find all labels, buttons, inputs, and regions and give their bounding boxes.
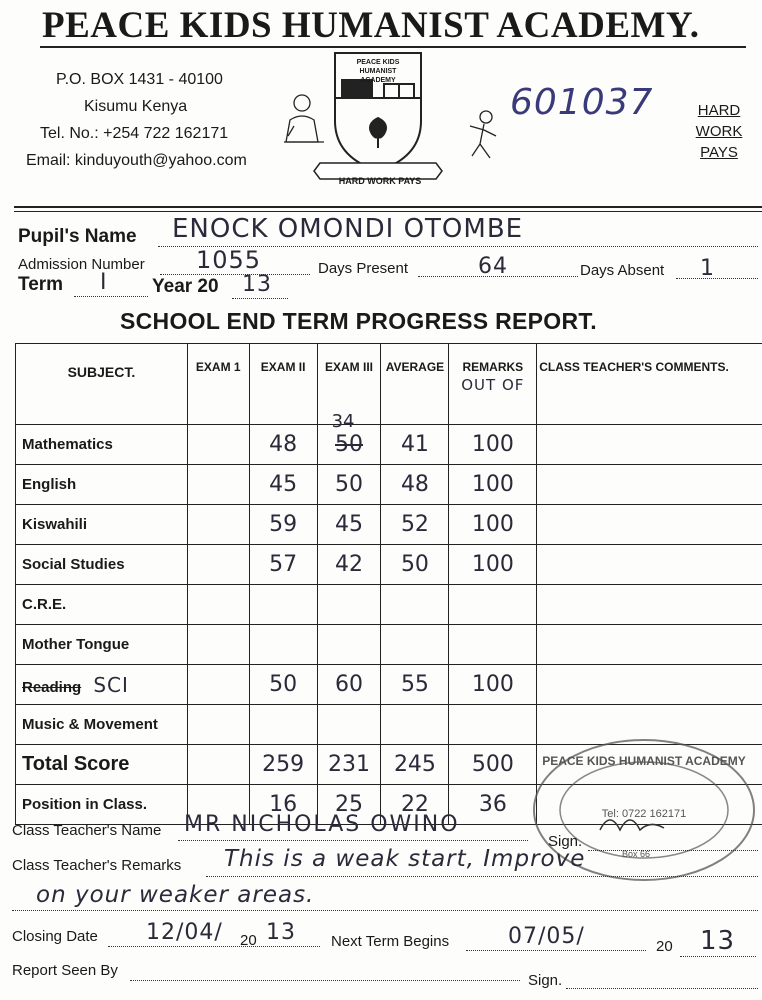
table-row — [16, 505, 762, 545]
telephone: Tel. No.: +254 722 162171 — [40, 125, 229, 142]
remarks-cell: 500 — [449, 745, 537, 785]
exam2-cell: 45 — [249, 465, 317, 505]
table-row — [16, 425, 762, 465]
comments-cell — [537, 585, 762, 625]
stamp-tel: Tel: 0722 162171 — [601, 808, 687, 820]
subject-cell: Kiswahili — [16, 505, 188, 545]
subject-struck: Reading — [22, 678, 82, 696]
exam2-cell: 50 — [249, 665, 317, 705]
days-present-label: Days Present — [318, 260, 409, 277]
comments-cell — [537, 465, 762, 505]
average-cell: 22 — [381, 785, 449, 825]
section-rule-thin — [14, 211, 762, 212]
remarks-cell — [449, 585, 537, 625]
closing-date-line — [108, 946, 320, 947]
remarks-cell: 100 — [449, 505, 537, 545]
header-average: AVERAGE — [381, 344, 449, 425]
exam1-cell — [187, 665, 249, 705]
exam2-cell — [249, 585, 317, 625]
comments-cell — [537, 425, 762, 465]
closing-year-prefix: 20 — [240, 932, 257, 949]
comments-cell — [537, 545, 762, 585]
section-rule — [14, 206, 762, 208]
teacher-name-label: Class Teacher's Name — [12, 822, 162, 839]
exam2-cell: 59 — [249, 505, 317, 545]
exam3-cell: 45 — [317, 505, 381, 545]
comments-cell — [537, 665, 762, 705]
sign-line — [588, 850, 758, 851]
term-value: I — [100, 270, 108, 295]
report-seen-line — [130, 980, 520, 981]
teacher-remarks-value-1: This is a weak start, Improve — [224, 846, 586, 872]
year-value: 13 — [242, 272, 272, 297]
exam2-cell: 57 — [249, 545, 317, 585]
report-seen-label: Report Seen By — [12, 962, 118, 979]
next-term-year-value: 13 — [700, 926, 736, 956]
stamp-text: PEACE KIDS HUMANIST ACADEMY — [542, 754, 746, 768]
signature-mark — [600, 820, 664, 830]
exam1-cell — [187, 745, 249, 785]
year-label: Year 20 — [152, 276, 219, 297]
sign2-label: Sign. — [528, 972, 563, 989]
sign-label: Sign. — [548, 833, 583, 850]
teacher-remarks-line-2 — [12, 910, 758, 911]
closing-year-value: 13 — [266, 920, 296, 945]
exam3-cell: 50 — [317, 465, 381, 505]
admission-number-value: 1055 — [196, 246, 262, 274]
report-title: SCHOOL END TERM PROGRESS REPORT. — [120, 308, 597, 334]
exam1-cell — [187, 625, 249, 665]
average-cell: 52 — [381, 505, 449, 545]
exam1-cell — [187, 465, 249, 505]
average-cell: 50 — [381, 545, 449, 585]
girl-reading-icon — [284, 95, 324, 142]
header-exam3: EXAM III — [317, 344, 381, 425]
subject-handwritten: SCI — [93, 672, 129, 697]
motto: HARD WORK PAYS — [695, 102, 743, 161]
school-name: PEACE KIDS HUMANIST ACADEMY. — [42, 5, 700, 46]
handwritten-reference-number: 601037 — [510, 82, 654, 123]
logo-text: PEACE KIDS HUMANIST ACADEMY — [356, 59, 400, 84]
subject-cell: Position in Class. — [16, 785, 188, 825]
subject-cell: Social Studies — [16, 545, 188, 585]
subject-cell — [16, 665, 188, 705]
next-term-year-prefix: 20 — [656, 938, 673, 955]
address-po-box: P.O. BOX 1431 - 40100 — [56, 71, 223, 88]
address-city: Kisumu Kenya — [84, 98, 188, 115]
remarks-cell: 100 — [449, 545, 537, 585]
closing-date-label: Closing Date — [12, 928, 98, 945]
exam3-cell: 25 — [317, 785, 381, 825]
remarks-cell: 100 — [449, 425, 537, 465]
table-row — [16, 545, 762, 585]
comments-cell — [537, 505, 762, 545]
subject-cell: Total Score — [16, 745, 188, 785]
teacher-name-line — [178, 840, 528, 841]
remarks-cell — [449, 625, 537, 665]
table-row — [16, 665, 762, 705]
days-present-value: 64 — [478, 254, 508, 279]
average-cell: 55 — [381, 665, 449, 705]
next-term-line — [466, 950, 646, 951]
header-remarks — [449, 344, 537, 425]
pupil-name-value: ENOCK OMONDI OTOMBE — [172, 214, 524, 244]
subject-cell: C.R.E. — [16, 585, 188, 625]
exam3-cell: 60 — [317, 665, 381, 705]
subject-cell: Mother Tongue — [16, 625, 188, 665]
exam3-cell — [317, 585, 381, 625]
logo-banner-text: HARD WORK PAYS — [338, 176, 422, 186]
exam3-cell — [317, 705, 381, 745]
next-term-label: Next Term Begins — [331, 933, 450, 950]
teacher-remarks-label: Class Teacher's Remarks — [12, 857, 182, 874]
average-cell — [381, 705, 449, 745]
exam2-cell: 16 — [249, 785, 317, 825]
comments-cell — [537, 625, 762, 665]
boy-running-icon — [470, 111, 496, 158]
header-exam2: EXAM II — [249, 344, 317, 425]
stamp-box: Box 66 — [621, 849, 651, 859]
header-rule — [40, 46, 746, 48]
table-row — [16, 625, 762, 665]
header-comments: CLASS TEACHER'S COMMENTS. — [537, 344, 762, 425]
table-row — [16, 465, 762, 505]
exam3-corrected: 34 — [331, 411, 355, 432]
remarks-cell: 100 — [449, 465, 537, 505]
subject-cell: English — [16, 465, 188, 505]
term-label: Term — [18, 274, 64, 295]
admission-line — [160, 274, 310, 275]
days-absent-label: Days Absent — [580, 262, 665, 279]
sign2-line — [566, 988, 758, 989]
teacher-remarks-value-2: on your weaker areas. — [36, 882, 315, 908]
exam2-cell — [249, 625, 317, 665]
term-line — [74, 296, 148, 297]
remarks-cell: 100 — [449, 665, 537, 705]
exam1-cell — [187, 705, 249, 745]
exam3-cell — [317, 625, 381, 665]
table-header-row — [16, 344, 762, 425]
exam3-cell: 42 — [317, 545, 381, 585]
teacher-name-value: MR NICHOLAS OWINO — [184, 812, 460, 837]
subject-cell: Mathematics — [16, 425, 188, 465]
exam2-cell — [249, 705, 317, 745]
header-exam1: EXAM 1 — [187, 344, 249, 425]
remarks-cell — [449, 705, 537, 745]
average-cell: 41 — [381, 425, 449, 465]
header-remarks-out-of: OUT OF — [461, 376, 525, 394]
email: Email: kinduyouth@yahoo.com — [26, 152, 247, 169]
admission-number-label: Admission Number — [18, 256, 145, 273]
table-row — [16, 585, 762, 625]
exam3-cell: 231 — [317, 745, 381, 785]
exam1-cell — [187, 505, 249, 545]
exam1-cell — [187, 585, 249, 625]
year-line — [232, 298, 288, 299]
exam3-cell — [317, 411, 381, 465]
closing-date-value: 12/04/ — [146, 920, 223, 945]
exam2-cell: 259 — [249, 745, 317, 785]
average-cell: 48 — [381, 465, 449, 505]
teacher-remarks-line-1 — [206, 876, 758, 877]
average-cell — [381, 625, 449, 665]
pupil-name-label: Pupil's Name — [18, 226, 137, 247]
header-remarks-label: REMARKS — [462, 360, 524, 374]
next-term-value: 07/05/ — [508, 924, 585, 949]
remarks-cell: 36 — [449, 785, 537, 825]
days-absent-value: 1 — [700, 256, 715, 281]
next-term-year-line — [680, 956, 756, 957]
exam1-cell — [187, 545, 249, 585]
header-subject: SUBJECT. — [16, 344, 188, 425]
exam1-cell — [187, 425, 249, 465]
average-cell — [381, 585, 449, 625]
exam3-struck: 50 — [335, 432, 364, 457]
subject-cell: Music & Movement — [16, 705, 188, 745]
days-absent-line — [676, 278, 758, 279]
exam2-cell: 48 — [249, 425, 317, 465]
average-cell: 245 — [381, 745, 449, 785]
